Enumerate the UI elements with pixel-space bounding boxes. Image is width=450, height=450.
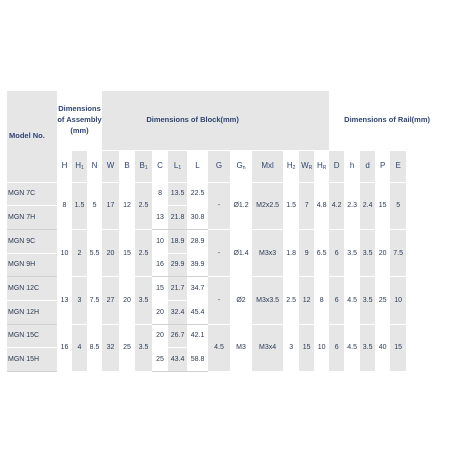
model-cell: MGN 15H bbox=[7, 348, 57, 372]
column-header bbox=[360, 150, 375, 182]
cell-c: 10 bbox=[152, 229, 168, 253]
cell-b1: 2.5 bbox=[135, 182, 152, 229]
column-subscript: 1 bbox=[178, 164, 182, 171]
cell-b: 25 bbox=[119, 324, 135, 371]
cell-b1: 3.5 bbox=[135, 277, 152, 324]
column-symbol: P bbox=[379, 161, 386, 171]
cell-c: 20 bbox=[152, 300, 168, 324]
cell-gn: M3 bbox=[230, 324, 252, 371]
cell-l: 45.4 bbox=[187, 300, 208, 324]
column-header bbox=[168, 150, 187, 182]
model-cell: MGN 7H bbox=[7, 206, 57, 230]
cell-h: 3.5 bbox=[344, 229, 360, 276]
column-header bbox=[252, 150, 283, 182]
cell-c: 13 bbox=[152, 206, 168, 230]
cell-h: 10 bbox=[57, 229, 72, 276]
cell-l: 42.1 bbox=[187, 324, 208, 348]
cell-h: 8 bbox=[57, 182, 72, 229]
column-header bbox=[230, 150, 252, 182]
cell-gn: Ø2 bbox=[230, 277, 252, 324]
model-cell: MGN 15C bbox=[7, 324, 57, 348]
cell-h2: 2.5 bbox=[283, 277, 299, 324]
column-subscript: R bbox=[308, 164, 313, 171]
column-subscript: 1 bbox=[81, 164, 84, 171]
cell-l: 39.9 bbox=[187, 253, 208, 277]
cell-c: 8 bbox=[152, 182, 168, 206]
cell-b: 12 bbox=[119, 182, 135, 229]
header-row-symbols bbox=[7, 150, 445, 182]
cell-d: 3.5 bbox=[360, 229, 375, 276]
column-symbol: h bbox=[349, 161, 355, 171]
cell-c: 25 bbox=[152, 348, 168, 372]
cell-d: 6 bbox=[329, 277, 344, 324]
cell-c: 20 bbox=[152, 324, 168, 348]
cell-h2: 1.5 bbox=[283, 182, 299, 229]
cell-p: 40 bbox=[375, 324, 390, 371]
cell-h: 4.5 bbox=[344, 277, 360, 324]
cell-mxl: M3x4 bbox=[252, 324, 283, 371]
cell-l: 30.8 bbox=[187, 206, 208, 230]
column-subscript: 2 bbox=[292, 164, 296, 171]
column-symbol: L bbox=[173, 160, 179, 170]
column-symbol: N bbox=[91, 161, 98, 171]
column-symbol: d bbox=[365, 161, 370, 171]
header-row-groups bbox=[7, 91, 445, 150]
model-header: Model No. bbox=[7, 91, 57, 182]
table-row bbox=[7, 229, 445, 253]
cell-l1: 32.4 bbox=[168, 300, 187, 324]
cell-b: 20 bbox=[119, 277, 135, 324]
cell-g: - bbox=[208, 182, 230, 229]
cell-l: 58.8 bbox=[187, 348, 208, 372]
cell-mxl: M3x3.5 bbox=[252, 277, 283, 324]
cell-h2: 1.8 bbox=[283, 229, 299, 276]
cell-h1: 3 bbox=[72, 277, 87, 324]
cell-l: 28.9 bbox=[187, 229, 208, 253]
column-header bbox=[344, 150, 360, 182]
cell-w: 20 bbox=[102, 229, 119, 276]
column-symbol: W bbox=[106, 161, 115, 171]
cell-p: 25 bbox=[375, 277, 390, 324]
column-header bbox=[208, 150, 230, 182]
cell-w: 17 bbox=[102, 182, 119, 229]
cell-hr: 4.8 bbox=[314, 182, 329, 229]
cell-gn: Ø1.2 bbox=[230, 182, 252, 229]
column-subscript: R bbox=[322, 164, 327, 171]
cell-g: - bbox=[208, 277, 230, 324]
mgn-spec-table bbox=[7, 91, 445, 372]
cell-b1: 2.5 bbox=[135, 229, 152, 276]
cell-wr: 9 bbox=[299, 229, 314, 276]
block-header: Dimensions of Block(mm) bbox=[102, 91, 283, 150]
assembly-header: Dimensions of Assembly (mm) bbox=[57, 91, 102, 150]
cell-g: 4.5 bbox=[208, 324, 230, 371]
cell-l1: 29.9 bbox=[168, 253, 187, 277]
cell-h: 16 bbox=[57, 324, 72, 371]
cell-w: 27 bbox=[102, 277, 119, 324]
cell-h1: 4 bbox=[72, 324, 87, 371]
model-cell: MGN 12C bbox=[7, 277, 57, 301]
cell-c: 16 bbox=[152, 253, 168, 277]
cell-c: 15 bbox=[152, 277, 168, 301]
column-header bbox=[390, 150, 406, 182]
column-subscript: n bbox=[242, 164, 246, 171]
cell-l1: 13.5 bbox=[168, 182, 187, 206]
cell-h: 2.3 bbox=[344, 182, 360, 229]
column-symbol: E bbox=[395, 161, 401, 171]
cell-g: - bbox=[208, 229, 230, 276]
column-symbol: H bbox=[61, 161, 68, 171]
model-cell: MGN 9H bbox=[7, 253, 57, 277]
column-symbol: C bbox=[157, 161, 163, 171]
column-symbol: L bbox=[195, 161, 200, 171]
cell-wr: 12 bbox=[299, 277, 314, 324]
cell-d: 3.5 bbox=[360, 277, 375, 324]
cell-b1: 3.5 bbox=[135, 324, 152, 371]
model-cell: MGN 12H bbox=[7, 300, 57, 324]
column-symbol: W bbox=[301, 160, 309, 170]
column-header bbox=[135, 150, 152, 182]
cell-hr: 10 bbox=[314, 324, 329, 371]
cell-l1: 21.8 bbox=[168, 206, 187, 230]
column-symbol: G bbox=[236, 160, 243, 170]
cell-h: 13 bbox=[57, 277, 72, 324]
cell-e: 10 bbox=[390, 277, 406, 324]
cell-hr: 6.5 bbox=[314, 229, 329, 276]
table-row bbox=[7, 277, 445, 301]
cell-p: 15 bbox=[375, 182, 390, 229]
cell-e: 7.5 bbox=[390, 229, 406, 276]
cell-b: 15 bbox=[119, 229, 135, 276]
column-header bbox=[283, 150, 299, 182]
column-symbol: G bbox=[215, 161, 223, 171]
column-header bbox=[314, 150, 329, 182]
cell-l: 22.5 bbox=[187, 182, 208, 206]
cell-w: 32 bbox=[102, 324, 119, 371]
cell-h2: 3 bbox=[283, 324, 299, 371]
column-subscript: 1 bbox=[144, 164, 148, 171]
cell-d: 6 bbox=[329, 229, 344, 276]
cell-d: 6 bbox=[329, 324, 344, 371]
cell-wr: 15 bbox=[299, 324, 314, 371]
cell-e: 15 bbox=[390, 324, 406, 371]
cell-d: 4.2 bbox=[329, 182, 344, 229]
model-cell: MGN 9C bbox=[7, 229, 57, 253]
cell-mxl: M3x3 bbox=[252, 229, 283, 276]
cell-e: 5 bbox=[390, 182, 406, 229]
cell-p: 20 bbox=[375, 229, 390, 276]
column-header bbox=[152, 150, 168, 182]
column-header bbox=[329, 150, 344, 182]
cell-wr: 7 bbox=[299, 182, 314, 229]
column-header bbox=[187, 150, 208, 182]
cell-d: 2.4 bbox=[360, 182, 375, 229]
cell-n: 7.5 bbox=[87, 277, 102, 324]
cell-l: 34.7 bbox=[187, 277, 208, 301]
model-cell: MGN 7C bbox=[7, 182, 57, 206]
column-symbol: B bbox=[124, 161, 130, 171]
column-symbol: B bbox=[139, 160, 145, 170]
cell-mxl: M2x2.5 bbox=[252, 182, 283, 229]
cell-n: 8.5 bbox=[87, 324, 102, 371]
column-header bbox=[119, 150, 135, 182]
cell-h1: 1.5 bbox=[72, 182, 87, 229]
cell-hr: 8 bbox=[314, 277, 329, 324]
column-symbol: D bbox=[333, 161, 340, 171]
column-header bbox=[72, 150, 87, 182]
column-header bbox=[102, 150, 119, 182]
column-header bbox=[57, 150, 72, 182]
cell-l1: 18.9 bbox=[168, 229, 187, 253]
column-symbol: H bbox=[316, 160, 323, 170]
table-row bbox=[7, 182, 445, 206]
rail-header: Dimensions of Rail(mm) bbox=[329, 91, 445, 150]
cell-n: 5.5 bbox=[87, 229, 102, 276]
column-header bbox=[299, 150, 314, 182]
cell-h1: 2 bbox=[72, 229, 87, 276]
block-header-ext bbox=[283, 91, 329, 150]
cell-d: 3.5 bbox=[360, 324, 375, 371]
column-symbol: Mxl bbox=[261, 161, 274, 171]
cell-l1: 43.4 bbox=[168, 348, 187, 372]
cell-l1: 26.7 bbox=[168, 324, 187, 348]
column-symbol: H bbox=[75, 160, 81, 170]
cell-h: 4.5 bbox=[344, 324, 360, 371]
column-header bbox=[87, 150, 102, 182]
column-header bbox=[375, 150, 390, 182]
cell-n: 5 bbox=[87, 182, 102, 229]
cell-l1: 21.7 bbox=[168, 277, 187, 301]
column-symbol: H bbox=[286, 160, 293, 170]
table-row bbox=[7, 324, 445, 348]
cell-gn: Ø1.4 bbox=[230, 229, 252, 276]
